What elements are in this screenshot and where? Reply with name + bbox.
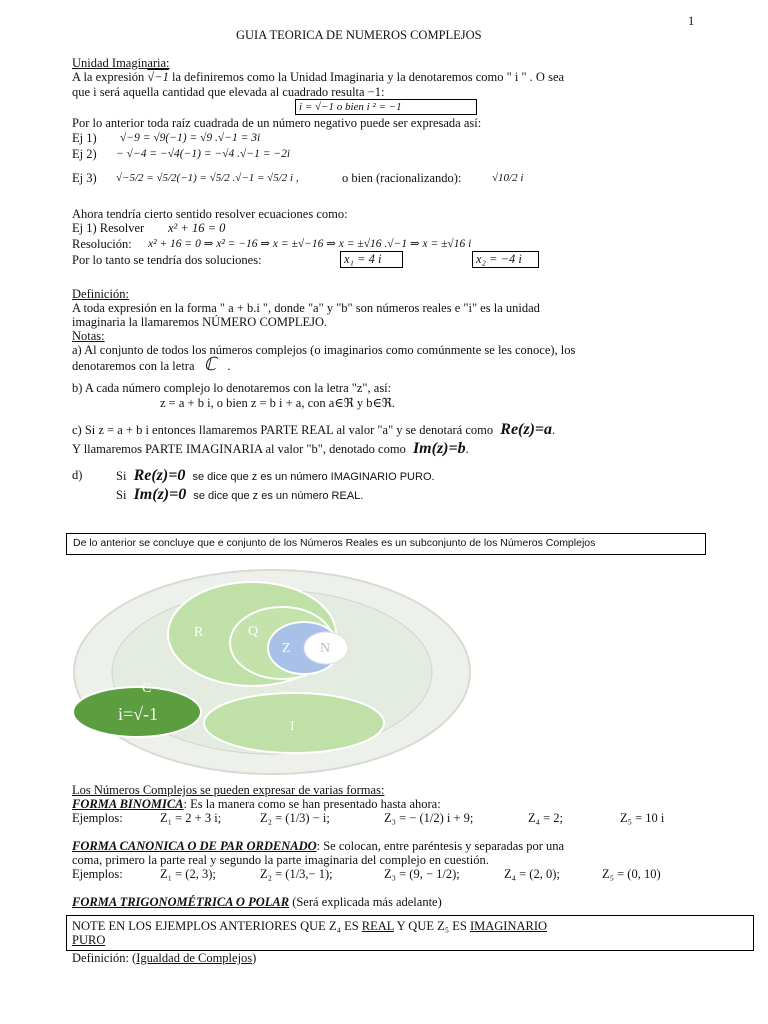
ej3-label: Ej 3) <box>72 171 97 185</box>
page-number: 1 <box>688 14 695 28</box>
polar-line <box>72 895 442 910</box>
note-box-real: REAL <box>361 919 394 933</box>
binomic-example-2: Z₂ = (1/3) − i; <box>260 811 330 825</box>
ej3-rationalized-formula: √10/2 i <box>492 172 524 184</box>
label-N: N <box>320 641 331 656</box>
canonic-desc1: : Se colocan, entre paréntesis y separadas por una <box>316 839 565 853</box>
equations-line: Ahora tendría cierto sentido resolver ecuaciones como: <box>72 207 348 221</box>
note-d-label: d) <box>72 468 83 482</box>
ej2-label: Ej 2) <box>72 147 97 161</box>
real-part-formula: Re(z)=a <box>500 421 553 438</box>
ej1-formula: √−9 = √9(−1) = √9 .√−1 = 3i <box>120 132 261 144</box>
note-a-line1: a) Al conjunto de todos los números complejos (o imaginarios como comúnmente se les conoce), los <box>72 343 576 357</box>
definition-heading: Definición: <box>72 287 129 301</box>
note-d-line2 <box>116 487 363 504</box>
binomic-example-5: Z₅ = 10 i <box>620 811 665 825</box>
intro-line2: que i será aquella cantidad que elevada al cuadrado resulta −1: <box>72 85 385 99</box>
definition-line2: imaginaria la llamaremos NÚMERO COMPLEJO. <box>72 315 328 329</box>
binomic-example-1: Z₁ = 2 + 3 i; <box>160 811 222 825</box>
note-box-line1 <box>72 919 547 934</box>
canonic-example-1: Z₁ = (2, 3); <box>160 867 216 881</box>
conclusion-box: De lo anterior se concluye que e conjunto de los Números Reales es un subconjunto de los Números Complejos <box>66 533 706 555</box>
solution-2-box: x₂ = −4 i <box>472 251 539 268</box>
note-c-line1 <box>72 422 555 438</box>
intro-line1 <box>72 70 564 85</box>
imaginary-part-formula: Im(z)=b <box>412 440 466 457</box>
resolver-equation: x² + 16 = 0 <box>168 221 226 235</box>
binomic-desc: : Es la manera como se han presentado hasta ahora: <box>183 797 441 811</box>
page-title: GUIA TEORICA DE NUMEROS COMPLEJOS <box>236 28 482 42</box>
canonic-example-5: Z₅ = (0, 10) <box>602 867 661 881</box>
solution-1-box: x₁ = 4 i <box>340 251 403 268</box>
canonic-line2: coma, primero la parte real y segundo la parte imaginaria del complejo en cuestión. <box>72 853 489 867</box>
note-d-line1 <box>116 468 435 485</box>
label-C: C <box>142 681 152 696</box>
resolver-label: Ej 1) Resolver <box>72 221 145 235</box>
canonic-line1 <box>72 839 564 854</box>
note-a-end: . <box>227 359 231 373</box>
label-I: I <box>290 719 295 734</box>
canonic-example-4: Z₄ = (2, 0); <box>504 867 560 881</box>
binomic-example-4: Z₄ = 2; <box>528 811 564 825</box>
definition-line1: A toda expresión en la forma " a + b.i ", donde "a" y "b" son números reales e "i" es la unidad <box>72 301 540 315</box>
imaginary-unit-definition-box: i = √−1 o bien i ² = −1 <box>295 99 477 115</box>
note-d2-text: se dice que z es un número REAL. <box>193 490 364 502</box>
note-c-line2 <box>72 441 469 457</box>
note-box-text-a: NOTE EN LOS EJEMPLOS ANTERIORES QUE Z₄ ES <box>72 919 362 933</box>
intro-line1-a: A la expresión <box>72 70 145 84</box>
note-c2-end: . <box>465 442 469 456</box>
forms-intro: Los Números Complejos se pueden expresar de varias formas: <box>72 783 385 797</box>
note-c-text: c) Si z = a + b i entonces llamaremos PARTE REAL al valor "a" y se denotará como <box>72 423 494 437</box>
label-Z: Z <box>282 641 291 656</box>
ej1-label: Ej 1) <box>72 131 97 145</box>
final-definition-end: ) <box>252 951 257 965</box>
solutions-line: Por lo tanto se tendría dos soluciones: <box>72 253 262 267</box>
ej2-formula: − √−4 = −√4(−1) = −√4 .√−1 = −2i <box>116 148 291 160</box>
canonic-examples-label: Ejemplos: <box>72 867 123 881</box>
ej3-rationalized-text: o bien (racionalizando): <box>342 171 462 185</box>
note-c1-end: . <box>552 423 556 437</box>
polar-title: FORMA TRIGONOMÉTRICA O POLAR <box>72 895 290 909</box>
note-a-text: denotaremos con la letra <box>72 359 195 373</box>
canonic-example-2: Z₂ = (1/3,− 1); <box>260 867 333 881</box>
note-box-imaginario: IMAGINARIO <box>469 919 548 933</box>
resolution-formula: x² + 16 = 0 ⇒ x² = −16 ⇒ x = ±√−16 ⇒ x = ±√16 .√−1 ⇒ x = ±√16 i <box>148 238 472 250</box>
ej3-formula: √−5/2 = √5/2(−1) = √5/2 .√−1 = √5/2 i , <box>116 172 299 184</box>
im-zero-formula: Im(z)=0 <box>133 486 187 503</box>
intro-line1-b: la definiremos como la Unidad Imaginaria y la denotaremos como " i " . O sea <box>172 70 565 84</box>
label-i-sqrt: i=√-1 <box>118 704 159 724</box>
note-c2-text: Y llamaremos PARTE IMAGINARIA al valor "b", denotado como <box>72 442 406 456</box>
binomic-example-3: Z₃ = − (1/2) i + 9; <box>384 811 474 825</box>
canonic-title: FORMA CANONICA O DE PAR ORDENADO <box>72 839 317 853</box>
note-b-line2: z = a + b i, o bien z = b i + a, con a∈ℜ y b∈ℜ. <box>160 396 396 410</box>
note-d1-text: se dice que z es un número IMAGINARIO PURO. <box>192 471 435 483</box>
binomic-examples-label: Ejemplos: <box>72 811 123 825</box>
note-a-line2 <box>72 354 231 374</box>
label-Q: Q <box>248 624 259 639</box>
note-d2-si: Si <box>116 488 127 502</box>
number-sets-diagram <box>72 568 472 776</box>
canonic-example-3: Z₃ = (9, − 1/2); <box>384 867 460 881</box>
final-definition <box>72 951 256 966</box>
note-b-line1: b) A cada número complejo lo denotaremos con la letra "z", así: <box>72 381 392 395</box>
polar-desc: (Será explicada más adelante) <box>289 895 442 909</box>
final-definition-label: Definición: ( <box>72 951 137 965</box>
note-box-line2: PURO <box>72 933 106 947</box>
sqrt-minus-one: √−1 <box>147 70 169 84</box>
label-R: R <box>194 625 204 640</box>
re-zero-formula: Re(z)=0 <box>133 467 186 484</box>
intro-heading: Unidad Imaginaria: <box>72 56 170 70</box>
complex-set-symbol: ℂ <box>203 354 217 374</box>
final-definition-title: Igualdad de Complejos <box>136 951 253 965</box>
notes-heading: Notas: <box>72 329 105 343</box>
binomic-title: FORMA BINOMICA <box>72 797 184 811</box>
roots-line: Por lo anterior toda raíz cuadrada de un número negativo puede ser expresada así: <box>72 116 482 130</box>
note-box-text-b: Y QUE Z₅ ES <box>393 919 470 933</box>
resolution-label: Resolución: <box>72 237 132 251</box>
binomic-line <box>72 797 441 812</box>
note-d1-si: Si <box>116 469 127 483</box>
